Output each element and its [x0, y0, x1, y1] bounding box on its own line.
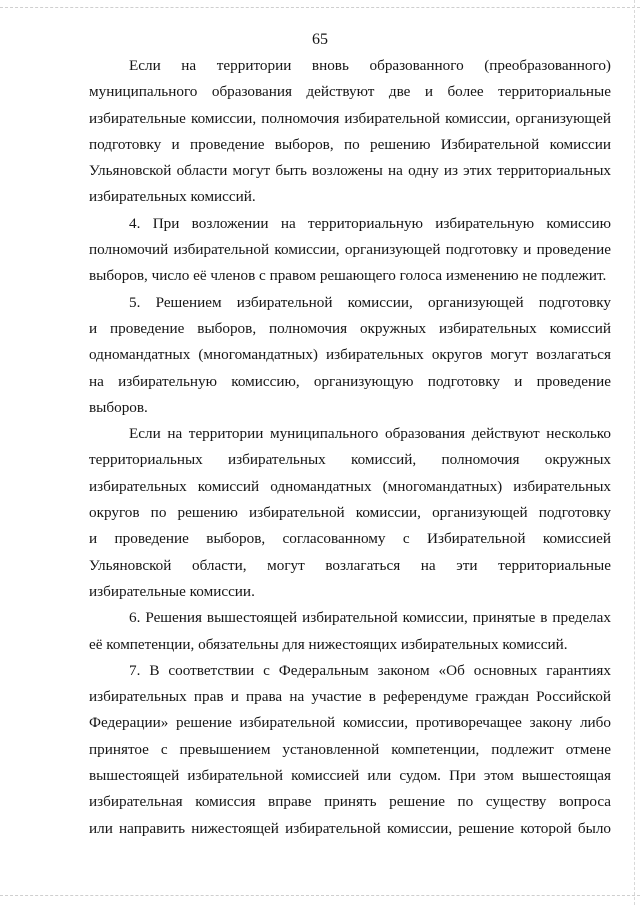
text-line: 7. В соответствии с Федеральным законом «Об основных гарантиях: [129, 661, 611, 679]
text-line: и проведение выборов, согласованному с Избирательной комиссией: [89, 530, 611, 548]
text-line: на избирательную комиссию, организующую подготовку и проведение: [89, 372, 611, 390]
text-line: принятое с превышением установленной компетенции, подлежит отмене: [89, 740, 611, 758]
text-line: избирательных комиссий одномандатных (многомандатных) избирательных: [89, 477, 611, 495]
text-line: Если на территории муниципального образования действуют несколько: [129, 425, 611, 443]
text-line: и проведение выборов, полномочия окружных избирательных комиссий: [89, 319, 611, 337]
text-line: избирательных прав и права на участие в референдуме граждан Российской: [89, 688, 611, 706]
text-line: муниципального образования действуют две и более территориальные: [89, 83, 611, 101]
document-body: [89, 53, 611, 842]
text-line: Ульяновской области, могут возлагаться на эти территориальные: [89, 556, 611, 574]
text-line: избирательные комиссии, полномочия избирательной комиссии, организующей: [89, 109, 611, 127]
text-line: 6. Решения вышестоящей избирательной комиссии, принятые в пределах: [129, 609, 611, 627]
text-line: выборов.: [89, 398, 148, 416]
text-line: Федерации» решение избирательной комиссии, противоречащее закону либо: [89, 714, 611, 732]
text-line: округов по решению избирательной комиссии, организующей подготовку: [89, 504, 611, 522]
text-line: территориальных избирательных комиссий, полномочия окружных: [89, 451, 611, 469]
text-line: Если на территории вновь образованного (преобразованного): [129, 57, 611, 74]
text-line: избирательных комиссий.: [89, 188, 256, 206]
text-line: её компетенции, обязательны для нижестоящих избирательных комиссий.: [89, 635, 568, 653]
scan-edge-bottom: [0, 895, 640, 897]
text-line: или направить нижестоящей избирательной комиссии, решение которой было: [89, 819, 611, 837]
text-line: 4. При возложении на территориальную избирательную комиссию: [129, 214, 611, 232]
text-line: Ульяновской области могут быть возложены на одну из этих территориальных: [89, 162, 611, 180]
text-line: полномочий избирательной комиссии, организующей подготовку и проведение: [89, 241, 611, 259]
text-line: выборов, число её членов с правом решающего голоса изменению не подлежит.: [89, 267, 607, 285]
text-line: вышестоящей избирательной комиссией или судом. При этом вышестоящая: [89, 767, 611, 785]
text-line: избирательные комиссии.: [89, 582, 255, 600]
text-line: избирательная комиссия вправе принять решение по существу вопроса: [89, 793, 611, 811]
text-line: 5. Решением избирательной комиссии, организующей подготовку: [129, 293, 611, 311]
page-number: 65: [312, 31, 328, 48]
scan-edge-right: [634, 0, 636, 905]
text-line: одномандатных (многомандатных) избирательных округов могут возлагаться: [89, 346, 611, 364]
scan-edge-top: [0, 7, 640, 9]
text-line: подготовку и проведение выборов, по решению Избирательной комиссии: [89, 135, 611, 153]
